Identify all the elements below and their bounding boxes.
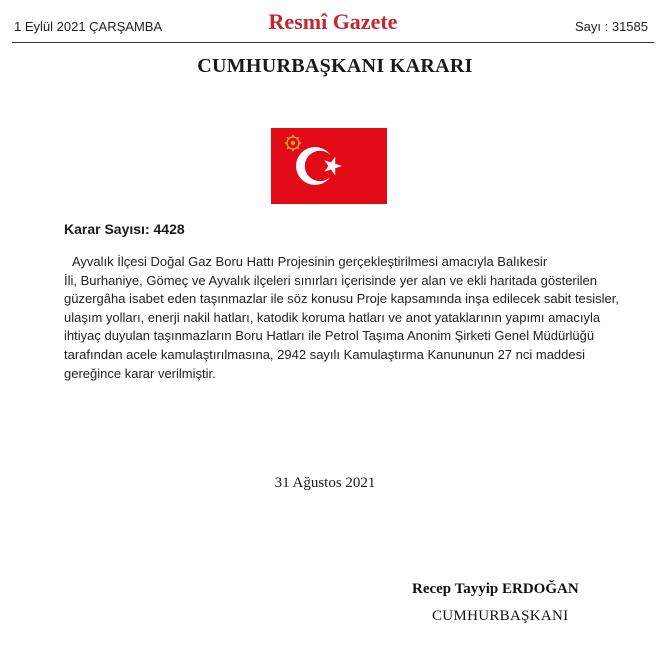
body-line: ulaşım yolları, enerji nakil hatları, katodik koruma hatları ve anot yataklarının yapımı amacıyla xyxy=(64,309,601,325)
issue-date: 1 Eylül 2021 ÇARŞAMBA xyxy=(14,19,163,34)
body-line: Ayvalık İlçesi Doğal Gaz Boru Hattı Projesinin gerçekleştirilmesi amacıyla Balıkesir xyxy=(72,254,548,269)
body-line: tarafından acele kamulaştırılmasına, 2942 sayılı Kamulaştırma Kanununun 27 nci maddesi xyxy=(64,346,586,362)
body-line: güzergâha isabet eden taşınmazlar ile söz konusu Proje kapsamında inşa edilecek sabit tesisler, xyxy=(64,291,619,307)
turkish-flag-icon xyxy=(271,128,387,204)
decision-date-line xyxy=(0,475,670,492)
issue-number: Sayı : 31585 xyxy=(575,19,648,34)
gazette-title: Resmî Gazete xyxy=(268,9,398,34)
body-line: İli, Burhaniye, Gömeç ve Ayvalık ilçeleri sınırları içerisinde yer alan ve ekli haritada gösterilen xyxy=(64,272,597,288)
decision-number: Karar Sayısı: 4428 xyxy=(64,221,185,237)
presidential-emblem-icon xyxy=(285,135,302,152)
document-title: CUMHURBAŞKANI KARARI xyxy=(197,55,473,77)
decision-date: 31 Ağustos 2021 xyxy=(274,475,376,491)
signatory-title: CUMHURBAŞKANI xyxy=(432,608,569,624)
decision-body xyxy=(64,253,619,383)
body-line: ihtiyaç duyulan taşınmazların Boru Hatları ile Petrol Taşıma Anonim Şirketi Genel Müdürlüğü xyxy=(64,328,595,344)
body-line: gereğince karar verilmiştir. xyxy=(64,365,216,381)
signatory-name: Recep Tayyip ERDOĞAN xyxy=(412,581,579,597)
gazette-header xyxy=(12,8,654,43)
